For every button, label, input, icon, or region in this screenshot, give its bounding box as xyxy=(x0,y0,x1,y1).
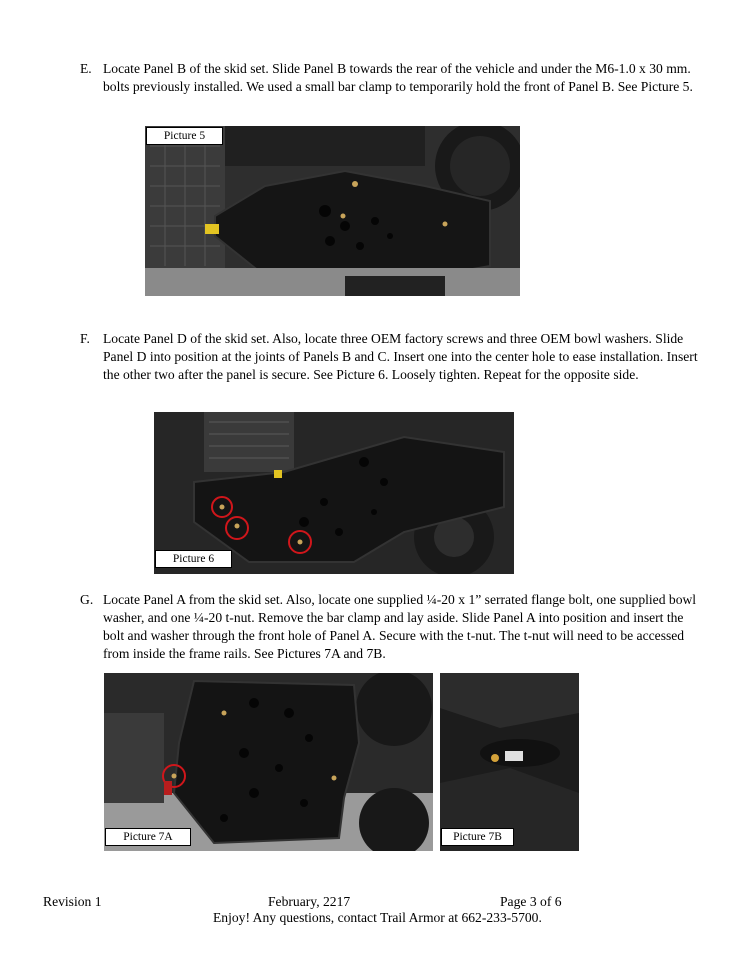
picture-5-photo xyxy=(145,126,520,296)
step-g xyxy=(80,591,700,663)
picture-7b-photo xyxy=(440,673,579,851)
step-text: Locate Panel B of the skid set. Slide Panel B towards the rear of the vehicle and under the M6-1.0 x 30 mm. bolts previously installed. We used a small bar clamp to temporarily hold the front of Panel B. See Picture 5. xyxy=(103,61,693,94)
step-letter: G. xyxy=(80,592,94,607)
footer-revision: Revision 1 xyxy=(43,894,102,909)
picture-7b-caption: Picture 7B xyxy=(441,828,514,846)
footer-page-number: Page 3 of 6 xyxy=(500,894,562,909)
picture-7a-caption: Picture 7A xyxy=(105,828,191,846)
picture-6-caption: Picture 6 xyxy=(155,550,232,568)
step-text: Locate Panel A from the skid set. Also, locate one supplied ¼-20 x 1” serrated flange bolt, one supplied bowl washer, and one ¼-20 t-nut. Remove the bar clamp and lay aside. Slide Panel A into position and insert the bolt and washer through the front hole of Panel A. Secure with the t-nut. The t-nut will need to be accessed from inside the frame rails. See Pictures 7A and 7B. xyxy=(103,592,697,661)
step-f xyxy=(80,330,700,384)
step-letter: E. xyxy=(80,61,92,76)
picture-6-photo xyxy=(154,412,514,574)
footer-date: February, 2217 xyxy=(268,894,351,909)
footer-contact: Enjoy! Any questions, contact Trail Armor at 662-233-5700. xyxy=(213,910,542,925)
step-text: Locate Panel D of the skid set. Also, locate three OEM factory screws and three OEM bowl washers. Slide Panel D into position at the joints of Panels B and C. Insert one into the center hole to ease installation. Insert the other two after the panel is secure. See Picture 6. Loosely tighten. Repeat for the opposite side. xyxy=(103,331,698,382)
picture-5-caption: Picture 5 xyxy=(146,127,223,145)
picture-7a-photo xyxy=(104,673,433,851)
step-e xyxy=(80,60,700,96)
step-letter: F. xyxy=(80,331,90,346)
